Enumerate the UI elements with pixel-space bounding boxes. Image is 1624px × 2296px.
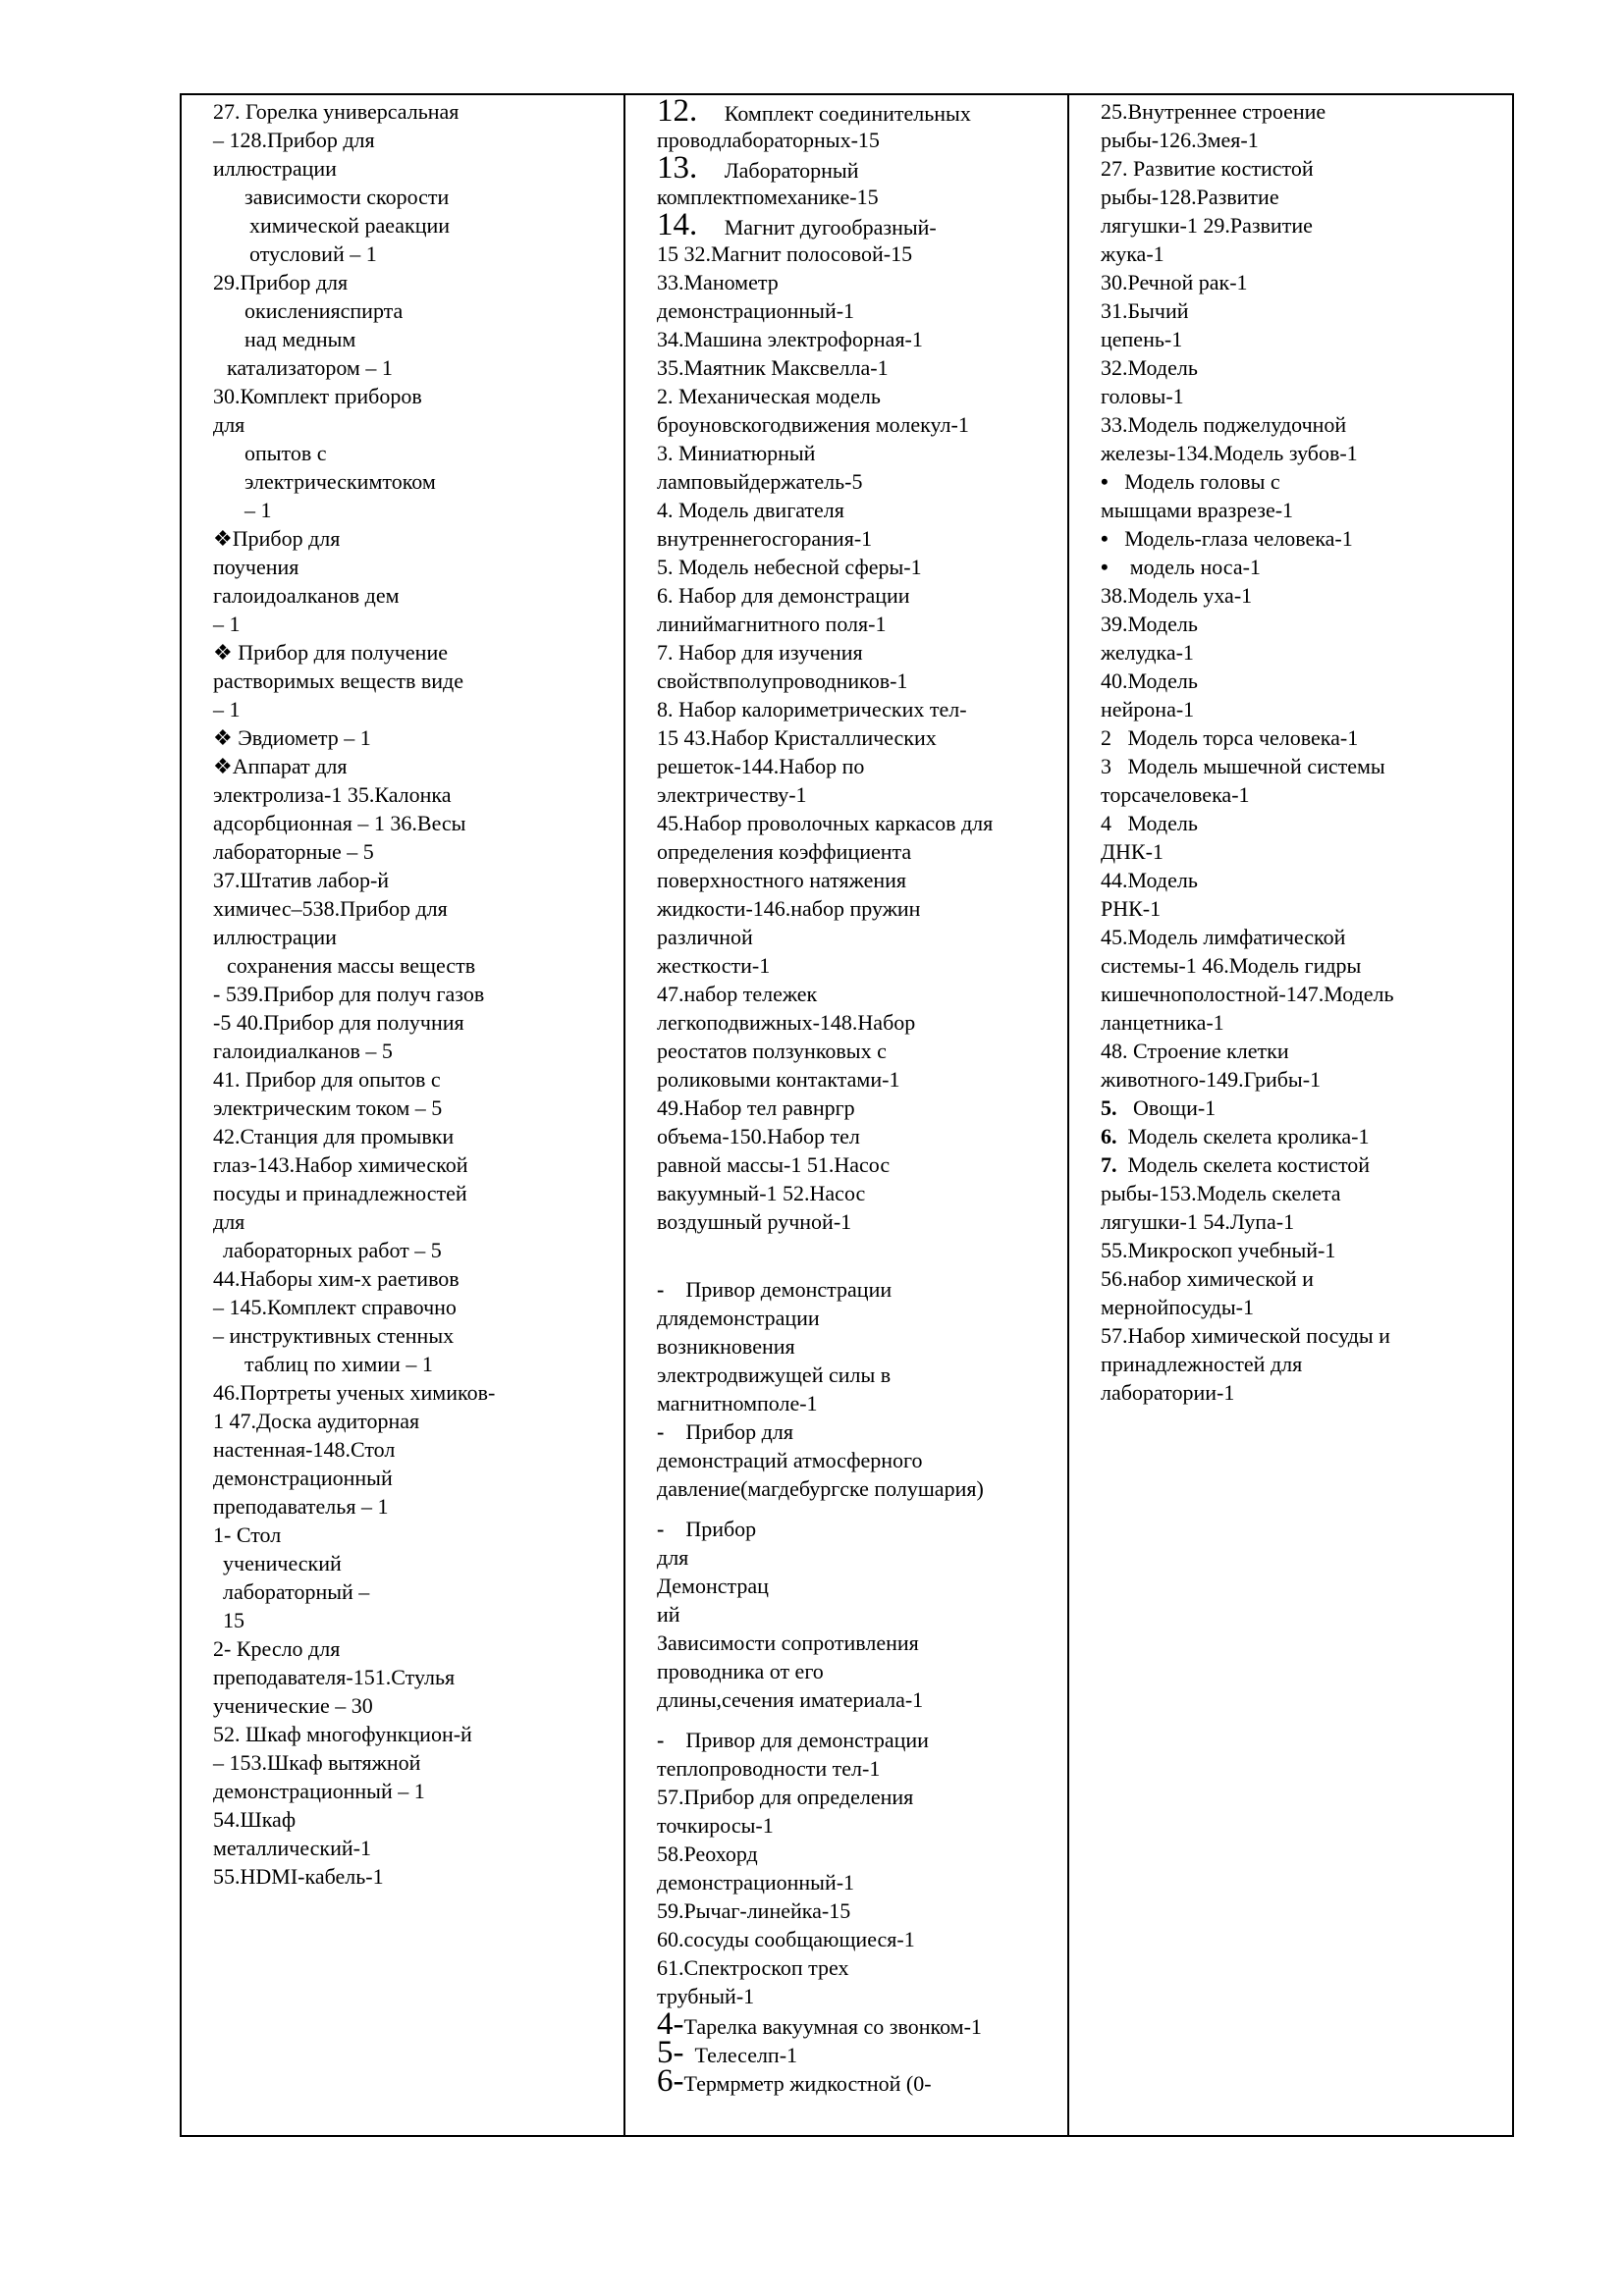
text-line: точкиросы-1 (657, 1813, 774, 1838)
text-line: – 145.Комплект справочно (213, 1295, 457, 1319)
text-line: для (657, 1545, 689, 1570)
text-line: 32.Модель (1101, 355, 1198, 380)
text-line: лабораторных работ – 5 (223, 1238, 442, 1262)
text-line: 15 43.Набор Кристаллических (657, 725, 937, 750)
list-item (657, 2006, 1057, 2042)
list-item (213, 524, 614, 553)
text-line: ДНК-1 (1101, 839, 1164, 864)
text-line: электрическим током – 5 (213, 1095, 443, 1120)
text-line: Телеселп-1 (694, 2043, 798, 2067)
text-line: Привор для демонстрации (685, 1728, 929, 1752)
text-line: -5 40.Прибор для получния (213, 1010, 464, 1035)
text-line: проводлабораторных-15 (657, 128, 880, 152)
text-line: преподавателья – 1 (213, 1494, 389, 1519)
text-line: 41. Прибор для опытов с (213, 1067, 441, 1092)
text-line: для (213, 1209, 245, 1234)
bullet-icon: • (1101, 469, 1109, 494)
text-line: 5. Модель небесной сферы-1 (657, 555, 922, 579)
list-item (657, 1726, 1057, 1754)
text-line: 35.Маятник Максвелла-1 (657, 355, 889, 380)
text-line: отусловий – 1 (249, 241, 377, 266)
text-line: галоидоалканов дем (213, 583, 400, 608)
text-line: Прибор для (685, 1419, 793, 1444)
text-line: ий (657, 1602, 680, 1627)
text-line: Эвдиометр – 1 (238, 725, 371, 750)
text-line: Магнит дугообразный- (724, 215, 937, 240)
bullet-icon: • (1101, 526, 1109, 551)
text-line: мернойпосуды-1 (1101, 1295, 1254, 1319)
text-line: принадлежностей для (1101, 1352, 1303, 1376)
text-line: опытов с (244, 441, 327, 465)
text-line: Модель-глаза человека-1 (1124, 526, 1353, 551)
text-line: реостатов ползунковых с (657, 1039, 887, 1063)
text-line: модель носа-1 (1129, 555, 1261, 579)
text-line: Модель скелета кролика-1 (1127, 1124, 1370, 1148)
text-line: 25.Внутреннее строение (1101, 99, 1326, 124)
text-line: - 539.Прибор для получ газов (213, 982, 485, 1006)
text-line: 46.Портреты ученых химиков- (213, 1380, 496, 1405)
text-line: рыбы-126.Змея-1 (1101, 128, 1259, 152)
diamond-bullet-icon: ❖ (213, 640, 233, 665)
item-number: 5- (657, 2035, 684, 2070)
list-item (657, 1515, 1057, 1543)
list-item (213, 723, 614, 752)
text-line: Прибор (685, 1517, 757, 1541)
item-number: 4- (657, 2006, 684, 2042)
text-line: РНК-1 (1101, 896, 1162, 921)
text-line: 8. Набор калориметрических тел- (657, 697, 967, 721)
text-line: Овощи-1 (1133, 1095, 1217, 1120)
text-line: преподавателя-151.Стулья (213, 1665, 456, 1689)
text-line: ланцетника-1 (1101, 1010, 1224, 1035)
text-line: Лабораторный (724, 158, 859, 183)
text-line: катализатором – 1 (227, 355, 393, 380)
text-line: окисленияспирта (244, 298, 404, 323)
item-number: 12. (657, 95, 698, 129)
text-line: Зависимости сопротивления (657, 1630, 919, 1655)
text-line: 44.Наборы хим-х раетивов (213, 1266, 460, 1291)
item-number: 3 (1101, 754, 1111, 778)
text-line: проводника от его (657, 1659, 824, 1683)
text-line: 52. Шкаф многофункцион-й (213, 1722, 472, 1746)
text-line: Привор демонстрации (685, 1277, 893, 1302)
list-item (213, 638, 614, 667)
text-line: Модель скелета костистой (1127, 1152, 1371, 1177)
text-line: иллюстрации (213, 925, 337, 949)
list-item (657, 2035, 1057, 2070)
table-column-chemistry (182, 95, 625, 2135)
list-item (1101, 553, 1502, 581)
text-line: над медным (244, 327, 356, 351)
text-line: решеток-144.Набор по (657, 754, 865, 778)
text-line: нейрона-1 (1101, 697, 1195, 721)
spacer (657, 1503, 1057, 1515)
text-line: 30.Речной рак-1 (1101, 270, 1248, 294)
text-line: 27. Развитие костистой (1101, 156, 1314, 181)
text-line: воздушный ручной-1 (657, 1209, 852, 1234)
text-line: 57.Набор химической посуды и (1101, 1323, 1390, 1348)
text-line: Тарелка вакуумная со звонком-1 (683, 2014, 982, 2039)
text-line: 55.HDMI-кабель-1 (213, 1864, 384, 1889)
text-line: лаборатории-1 (1101, 1380, 1235, 1405)
text-line: ученические – 30 (213, 1693, 373, 1718)
text-line: Модель мышечной системы (1127, 754, 1385, 778)
text-line: броуновскогодвижения молекул-1 (657, 412, 969, 437)
list-item (657, 1275, 1057, 1304)
spacer (657, 1236, 1057, 1255)
diamond-bullet-icon: ❖ (213, 725, 233, 750)
text-line: электричеству-1 (657, 782, 807, 807)
text-line: свойствполупроводников-1 (657, 668, 908, 693)
diamond-bullet-icon: ❖ (213, 526, 233, 551)
item-number: 7. (1101, 1152, 1117, 1177)
item-number: 5. (1101, 1095, 1117, 1120)
text-line: адсорбционная – 1 36.Весы (213, 811, 466, 835)
text-line: рыбы-153.Модель скелета (1101, 1181, 1341, 1205)
text-line: Демонстрац (657, 1574, 769, 1598)
text-line: 45.Модель лимфатической (1101, 925, 1346, 949)
text-line: 4. Модель двигателя (657, 498, 844, 522)
list-item (1101, 524, 1502, 553)
table-column-biology (1069, 95, 1512, 2135)
text-line: 47.набор тележек (657, 982, 818, 1006)
text-line: демонстрационный-1 (657, 298, 855, 323)
text-line: 31.Бычий (1101, 298, 1189, 323)
text-line: жесткости-1 (657, 953, 771, 978)
text-line: лабораторные – 5 (213, 839, 374, 864)
text-line: демонстрационный – 1 (213, 1779, 425, 1803)
list-item (1101, 752, 1502, 780)
text-line: мышцами вразрезе-1 (1101, 498, 1294, 522)
text-line: демонстраций атмосферного (657, 1448, 923, 1472)
text-line: Термрметр жидкостной (0- (683, 2071, 932, 2096)
text-line: Прибор для (232, 526, 341, 551)
text-line: лягушки-1 54.Лупа-1 (1101, 1209, 1295, 1234)
list-item (657, 95, 1057, 129)
list-item (1101, 1150, 1502, 1179)
text-line: – 153.Шкаф вытяжной (213, 1750, 421, 1775)
text-line: железы-134.Модель зубов-1 (1101, 441, 1358, 465)
text-line: 37.Штатив лабор-й (213, 868, 390, 892)
dash-bullet-icon: - (657, 1277, 665, 1302)
text-line: лабораторный – (223, 1579, 370, 1604)
item-number: 14. (657, 207, 698, 242)
text-line: посуды и принадлежностей (213, 1181, 467, 1205)
text-line: растворимых веществ виде (213, 668, 464, 693)
text-line: – 1 (213, 697, 241, 721)
text-line: 2- Кресло для (213, 1636, 341, 1661)
text-line: 7. Набор для изучения (657, 640, 863, 665)
text-line: демонстрационный-1 (657, 1870, 855, 1895)
text-line: металлический-1 (213, 1836, 371, 1860)
text-line: роликовыми контактами-1 (657, 1067, 900, 1092)
list-item (213, 752, 614, 780)
text-line: Модель (1127, 811, 1198, 835)
text-line: 39.Модель (1101, 612, 1198, 636)
list-item (657, 150, 1057, 186)
text-line: 55.Микроскоп учебный-1 (1101, 1238, 1336, 1262)
list-item (657, 2063, 1057, 2099)
text-line: 42.Станция для промывки (213, 1124, 455, 1148)
spacer (657, 1714, 1057, 1726)
text-line: 56.набор химической и (1101, 1266, 1314, 1291)
text-line: 54.Шкаф (213, 1807, 297, 1832)
spacer (657, 1255, 1057, 1275)
item-number: 13. (657, 150, 698, 186)
item-number: 6. (1101, 1124, 1117, 1148)
dash-bullet-icon: - (657, 1517, 665, 1541)
text-line: – 128.Прибор для (213, 128, 375, 152)
text-line: 3. Миниатюрный (657, 441, 816, 465)
text-line: 15 (223, 1608, 244, 1632)
text-line: 15 32.Магнит полосовой-15 (657, 241, 913, 266)
text-line: Модель головы с (1124, 469, 1280, 494)
table-column-physics (625, 95, 1069, 2135)
text-line: жука-1 (1101, 241, 1164, 266)
text-line: 48. Строение клетки (1101, 1039, 1289, 1063)
text-line: 61.Спектроскоп трех (657, 1955, 849, 1980)
text-line: Модель торса человека-1 (1127, 725, 1359, 750)
list-item (1101, 467, 1502, 496)
text-line: 58.Реохорд (657, 1842, 758, 1866)
list-item (1101, 809, 1502, 837)
text-line: теплопроводности тел-1 (657, 1756, 881, 1781)
text-line: линиймагнитного поля-1 (657, 612, 887, 636)
text-line: внутреннегосгорания-1 (657, 526, 873, 551)
text-line: вакуумный-1 52.Насос (657, 1181, 866, 1205)
text-line: равной массы-1 51.Насос (657, 1152, 891, 1177)
text-line: поверхностного натяжения (657, 868, 906, 892)
text-line: легкоподвижных-148.Набор (657, 1010, 916, 1035)
text-line: демонстрационный (213, 1466, 393, 1490)
list-item (1101, 1122, 1502, 1150)
item-number: 4 (1101, 811, 1111, 835)
text-line: головы-1 (1101, 384, 1184, 408)
text-line: химичес–538.Прибор для (213, 896, 448, 921)
list-item (1101, 1094, 1502, 1122)
text-line: для (213, 412, 245, 437)
dash-bullet-icon: - (657, 1419, 665, 1444)
text-line: рыбы-128.Развитие (1101, 185, 1279, 209)
text-line: 40.Модель (1101, 668, 1198, 693)
text-line: Комплект соединительных (724, 101, 971, 126)
text-line: 33.Модель поджелудочной (1101, 412, 1347, 437)
text-line: Прибор для получение (238, 640, 448, 665)
text-line: глаз-143.Набор химической (213, 1152, 468, 1177)
text-line: настенная-148.Стол (213, 1437, 396, 1462)
text-line: – инструктивных стенных (213, 1323, 455, 1348)
text-line: электродвижущей силы в (657, 1362, 892, 1387)
text-line: цепень-1 (1101, 327, 1183, 351)
text-line: электрическимтоком (244, 469, 436, 494)
text-line: 57.Прибор для определения (657, 1785, 914, 1809)
text-line: галоидиалканов – 5 (213, 1039, 393, 1063)
text-line: жидкости-146.набор пружин (657, 896, 921, 921)
text-line: кишечнополостной-147.Модель (1101, 982, 1394, 1006)
text-line: 6. Набор для демонстрации (657, 583, 910, 608)
equipment-table (180, 93, 1514, 2137)
text-line: торсачеловека-1 (1101, 782, 1250, 807)
list-item (657, 1417, 1057, 1446)
text-line: объема-150.Набор тел (657, 1124, 860, 1148)
text-line: ученический (223, 1551, 342, 1575)
text-line: длядемонстрации (657, 1306, 820, 1330)
bullet-icon: • (1101, 555, 1109, 579)
text-line: иллюстрации (213, 156, 337, 181)
item-number: 2 (1101, 725, 1111, 750)
text-line: определения коэффициента (657, 839, 912, 864)
text-line: системы-1 46.Модель гидры (1101, 953, 1362, 978)
text-line: 29.Прибор для (213, 270, 349, 294)
text-line: 1- Стол (213, 1522, 282, 1547)
text-line: ламповыйдержатель-5 (657, 469, 863, 494)
text-line: желудка-1 (1101, 640, 1194, 665)
text-line: 34.Машина электрофорная-1 (657, 327, 923, 351)
text-line: различной (657, 925, 753, 949)
text-line: зависимости скорости (244, 185, 450, 209)
text-line: 60.сосуды сообщающиеся-1 (657, 1927, 915, 1951)
text-line: 49.Набор тел равнргр (657, 1095, 855, 1120)
text-line: магнитномполе-1 (657, 1391, 818, 1415)
text-line: таблиц по химии – 1 (244, 1352, 433, 1376)
text-line: давление(магдебургске полушария) (657, 1476, 984, 1501)
text-line: 59.Рычаг-линейка-15 (657, 1898, 851, 1923)
item-number: 6- (657, 2063, 684, 2099)
text-line: трубный-1 (657, 1984, 755, 2008)
text-line: 45.Набор проволочных каркасов для (657, 811, 994, 835)
text-line: 2. Механическая модель (657, 384, 881, 408)
text-line: комплектпомеханике-15 (657, 185, 879, 209)
text-line: поучения (213, 555, 299, 579)
text-line: сохранения массы веществ (227, 953, 476, 978)
text-line: лягушки-1 29.Развитие (1101, 213, 1313, 238)
text-line: 44.Модель (1101, 868, 1198, 892)
diamond-bullet-icon: ❖ (213, 754, 233, 778)
text-line: электролиза-1 35.Калонка (213, 782, 452, 807)
text-line: животного-149.Грибы-1 (1101, 1067, 1322, 1092)
text-line: 27. Горелка универсальная (213, 99, 460, 124)
text-line: длины,сечения иматериала-1 (657, 1687, 924, 1712)
text-line: 38.Модель уха-1 (1101, 583, 1253, 608)
text-line: возникновения (657, 1334, 795, 1359)
dash-bullet-icon: - (657, 1728, 665, 1752)
text-line: – 1 (213, 612, 241, 636)
text-line: химической раеакции (249, 213, 451, 238)
text-line: 30.Комплект приборов (213, 384, 422, 408)
list-item (1101, 723, 1502, 752)
text-line: 33.Манометр (657, 270, 779, 294)
text-line: Аппарат для (232, 754, 348, 778)
text-line: 1 47.Доска аудиторная (213, 1409, 420, 1433)
text-line: – 1 (244, 498, 272, 522)
list-item (657, 207, 1057, 242)
